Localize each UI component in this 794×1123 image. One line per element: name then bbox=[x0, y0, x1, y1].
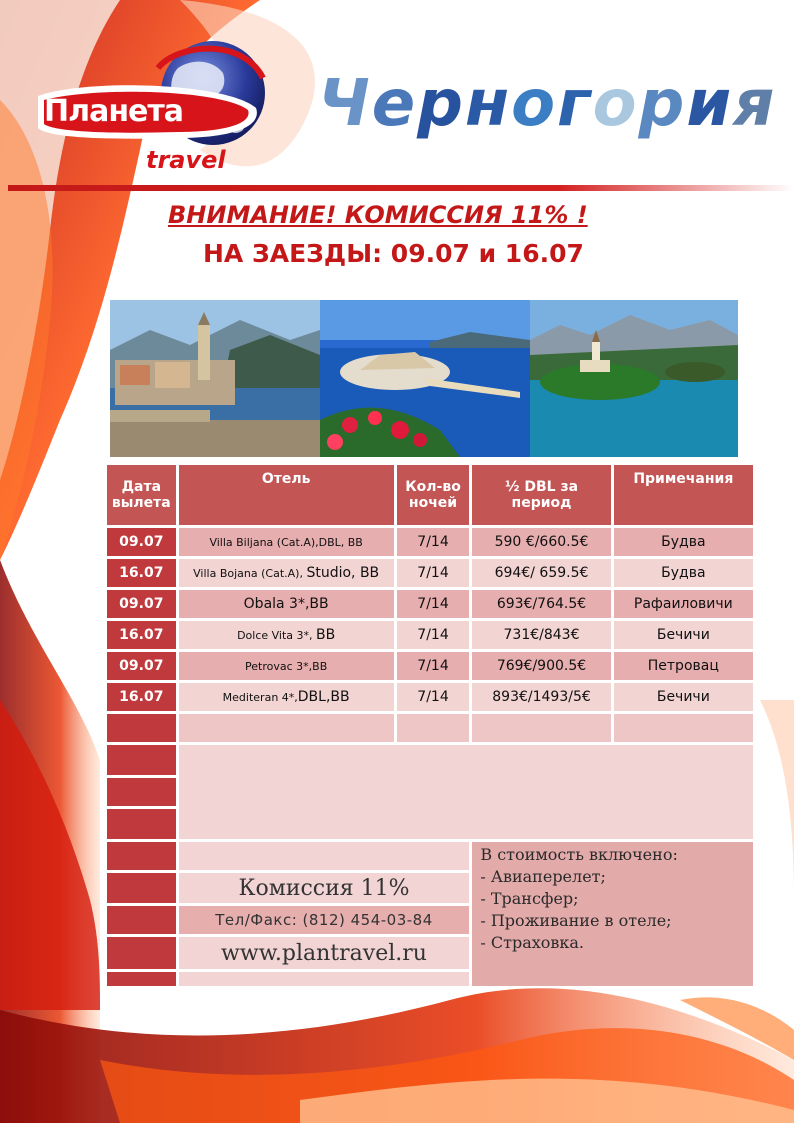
country-title bbox=[318, 67, 777, 141]
included-services bbox=[472, 842, 753, 986]
title-letter: г bbox=[557, 67, 593, 141]
header-price bbox=[472, 465, 610, 525]
empty-date-cell bbox=[107, 906, 176, 934]
date-cell: 09.07 bbox=[107, 590, 176, 618]
included-item: - Страховка. bbox=[480, 933, 585, 952]
empty-date-cell bbox=[107, 714, 176, 742]
footer-blank bbox=[179, 842, 470, 870]
table-row bbox=[107, 652, 753, 680]
title-letter: р bbox=[417, 67, 465, 141]
hotel-name-big: Obala 3*,BB bbox=[243, 596, 329, 612]
title-letter: о bbox=[511, 67, 558, 141]
note-cell: Бечичи bbox=[614, 621, 753, 649]
price-cell: 693€/764.5€ bbox=[472, 590, 610, 618]
phone-number: Тел/Факс: (812) 454-03-84 bbox=[179, 906, 470, 934]
empty-cell bbox=[397, 714, 470, 742]
title-letter: Ч bbox=[318, 67, 372, 141]
empty-cell bbox=[614, 714, 753, 742]
price-cell: 731€/843€ bbox=[472, 621, 610, 649]
website-link[interactable]: www.plantravel.ru bbox=[179, 937, 470, 969]
nights-cell: 7/14 bbox=[397, 621, 470, 649]
note-cell: Бечичи bbox=[614, 683, 753, 711]
title-letter: я bbox=[733, 67, 777, 141]
nights-cell: 7/14 bbox=[397, 590, 470, 618]
empty-date-cell bbox=[107, 842, 176, 870]
title-letter: е bbox=[371, 67, 418, 141]
header-note-label: Примечания bbox=[633, 471, 734, 487]
blank-area bbox=[179, 745, 753, 839]
date-cell: 16.07 bbox=[107, 683, 176, 711]
table-row-blank bbox=[107, 745, 753, 775]
hotel-name-big: Studio bbox=[306, 565, 352, 581]
date-cell: 09.07 bbox=[107, 652, 176, 680]
empty-cell bbox=[179, 714, 394, 742]
hotel-name-tail: , BB bbox=[351, 565, 380, 581]
price-cell: 694€/ 659.5€ bbox=[472, 559, 610, 587]
hotel-name-small: Villa Bojana (Cat.A), bbox=[193, 567, 307, 580]
brand-name: Планета bbox=[44, 94, 184, 129]
nights-cell: 7/14 bbox=[397, 652, 470, 680]
nights-cell: 7/14 bbox=[397, 683, 470, 711]
nights-cell: 7/14 bbox=[397, 528, 470, 556]
note-cell: Будва bbox=[614, 528, 753, 556]
included-title: В стоимость включено: bbox=[480, 845, 678, 864]
hotel-name-big: BB bbox=[316, 627, 336, 643]
brand-sub: travel bbox=[146, 146, 226, 174]
included-item: - Проживание в отеле; bbox=[480, 911, 672, 930]
header-hotel-label: Отель bbox=[261, 471, 311, 487]
header-divider bbox=[8, 185, 794, 191]
hotel-cell bbox=[179, 621, 394, 649]
title-letter: р bbox=[638, 67, 687, 141]
table-row bbox=[107, 683, 753, 711]
header-note bbox=[614, 465, 753, 525]
note-cell: Рафаиловичи bbox=[614, 590, 753, 618]
header-date-line2: вылета bbox=[111, 495, 171, 511]
header-nights-line2: ночей bbox=[408, 495, 458, 511]
date-cell: 09.07 bbox=[107, 528, 176, 556]
included-item: - Трансфер; bbox=[480, 889, 579, 908]
footer-blank bbox=[179, 972, 470, 986]
note-cell: Петровац bbox=[614, 652, 753, 680]
nights-cell: 7/14 bbox=[397, 559, 470, 587]
price-cell: 893€/1493/5€ bbox=[472, 683, 610, 711]
empty-date-cell bbox=[107, 972, 176, 986]
price-cell: 590 €/660.5€ bbox=[472, 528, 610, 556]
photo-strip bbox=[110, 300, 738, 457]
header-price-line1: ½ DBL за bbox=[504, 479, 579, 495]
photo-sveti-stefan bbox=[320, 300, 530, 457]
title-letter: н bbox=[464, 67, 512, 141]
hotel-cell bbox=[179, 528, 394, 556]
title-letter: и bbox=[686, 67, 734, 141]
hotel-name-small: Dolce Vita 3*, bbox=[237, 629, 317, 642]
hotel-cell bbox=[179, 559, 394, 587]
hotel-name-big: DBL,BB bbox=[297, 689, 350, 705]
included-item: - Авиаперелет; bbox=[480, 867, 606, 886]
table-row bbox=[107, 590, 753, 618]
empty-date-cell bbox=[107, 745, 176, 775]
empty-date-cell bbox=[107, 809, 176, 839]
header-hotel bbox=[179, 465, 394, 525]
table-row bbox=[107, 559, 753, 587]
table-row-empty bbox=[107, 714, 753, 742]
hotel-name-small: Mediteran 4*, bbox=[222, 691, 298, 704]
note-cell: Будва bbox=[614, 559, 753, 587]
table-header bbox=[107, 465, 753, 525]
title-letter: о bbox=[592, 67, 639, 141]
header-date-line1: Дата bbox=[121, 479, 162, 495]
commission-warning: ВНИМАНИЕ! КОМИССИЯ 11% ! bbox=[168, 201, 588, 229]
table-row bbox=[107, 528, 753, 556]
tours-table bbox=[104, 462, 756, 989]
header-price-line2: период bbox=[511, 495, 572, 511]
empty-date-cell bbox=[107, 937, 176, 969]
header-nights bbox=[397, 465, 470, 525]
date-cell: 16.07 bbox=[107, 559, 176, 587]
empty-date-cell bbox=[107, 778, 176, 806]
commission-label: Комиссия 11% bbox=[179, 873, 470, 903]
header-date bbox=[107, 465, 176, 525]
empty-cell bbox=[472, 714, 610, 742]
table-row bbox=[107, 621, 753, 649]
hotel-cell bbox=[179, 652, 394, 680]
hotel-cell bbox=[179, 590, 394, 618]
hotel-cell bbox=[179, 683, 394, 711]
arrival-dates: НА ЗАЕЗДЫ: 09.07 и 16.07 bbox=[203, 239, 584, 268]
date-cell: 16.07 bbox=[107, 621, 176, 649]
hotel-name-small: Villa Biljana (Cat.A),DBL, BB bbox=[209, 536, 363, 549]
photo-lake-island bbox=[530, 300, 738, 457]
hotel-name-small: Petrovac 3*,BB bbox=[245, 660, 328, 673]
price-cell: 769€/900.5€ bbox=[472, 652, 610, 680]
footer-row bbox=[107, 842, 753, 870]
planeta-travel-logo bbox=[28, 38, 268, 178]
empty-date-cell bbox=[107, 873, 176, 903]
header-nights-line1: Кол-во bbox=[405, 479, 461, 495]
photo-perast bbox=[110, 300, 320, 457]
